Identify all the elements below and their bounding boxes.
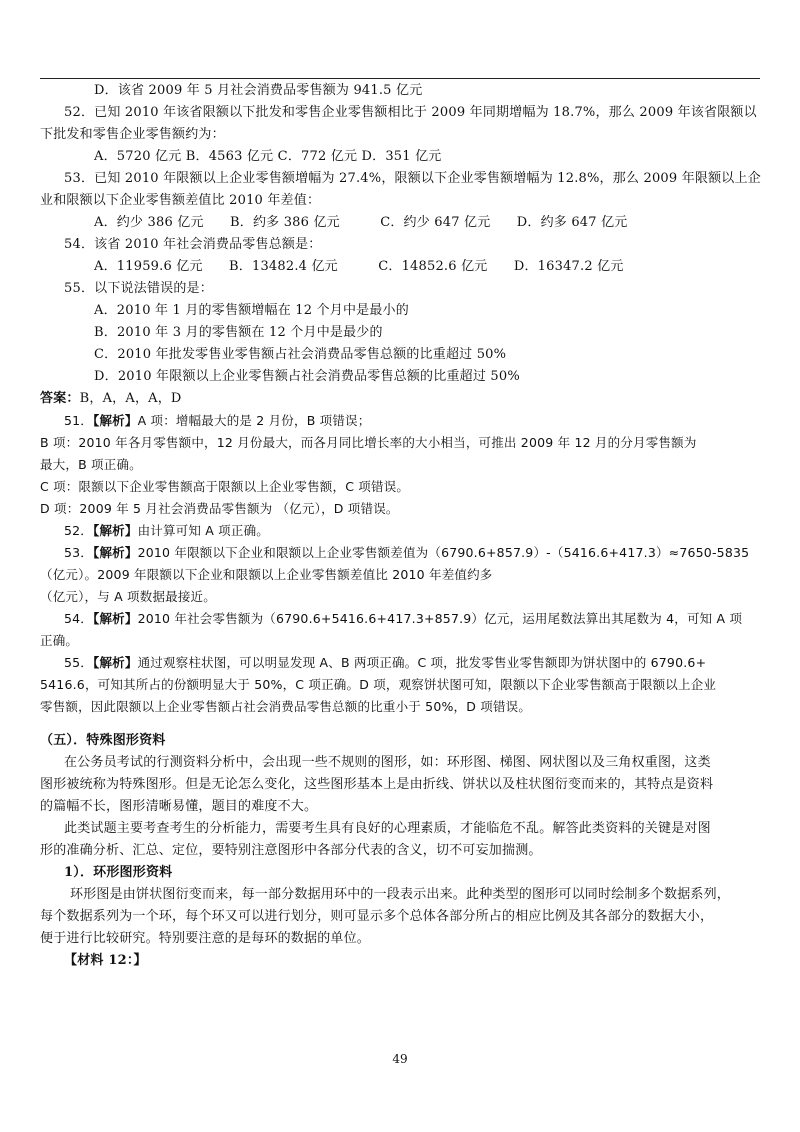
explanation-54-l1 [64, 610, 760, 628]
section-heading: （五）．特殊图形资料 [40, 733, 166, 748]
explanation-number: 55． [64, 655, 94, 670]
answer-label: 答案： [40, 391, 80, 406]
explanation-51-c: C 项：限额以下企业零售额高于限额以上企业零售额，C 项错误。 [40, 479, 410, 494]
section-p3-line3: 便于进行比较研究。特别要注意的是每环的数据的单位。 [40, 931, 371, 946]
header-rule [40, 78, 760, 79]
q55-option-b: B．2010 年 3 月的零售额在 12 个月中是最少的 [94, 325, 383, 340]
q52-option-d: D．351 亿元 [361, 149, 442, 164]
q53-stem-line2: 业和限额以下企业零售额差值比 2010 年差值： [40, 193, 321, 208]
q55-option-a: A．2010 年 1 月的零售额增幅在 12 个月中是最小的 [94, 303, 409, 318]
q54-option-d: D．16347.2 亿元 [513, 259, 624, 274]
explanation-51-b2: 最大，B 项正确。 [40, 457, 142, 472]
q54-stem: 54．该省 2010 年社会消费品零售总额是： [64, 237, 322, 252]
q55-option-d: D．2010 年限额以上企业零售额占社会消费品零售总额的比重超过 50% [94, 369, 520, 384]
section-p1-line3: 的篇幅不长，图形清晰易懂，题目的难度不大。 [40, 799, 318, 814]
explanation-text: 通过观察柱状图，可以明显发现 A、B 两项正确。C 项，批发零售业零售额即为饼状图中的 6790.6+ [137, 655, 707, 670]
q55-stem: 55．以下说法错误的是： [64, 281, 213, 296]
q54-option-a: A．11959.6 亿元 [94, 259, 203, 274]
material-label: 【材料 12：】 [64, 953, 147, 968]
answer-line [40, 390, 760, 408]
explanation-text: A 项：增幅最大的是 2 月份，B 项错误； [137, 413, 371, 428]
explanation-53-l1 [64, 544, 760, 562]
q51-option-d: D．该省 2009 年 5 月社会消费品零售额为 941.5 亿元 [94, 83, 423, 98]
explanation-tag: 【解析】 [93, 655, 138, 670]
explanation-tag: 【解析】 [93, 545, 138, 560]
subsection-heading: 1）．环形图形资料 [64, 865, 173, 880]
section-p1-line2: 图形被统称为特殊图形。但是无论怎么变化，这些图形基本上是由折线、饼状以及柱状图衍变而来的，其特点是资料 [40, 777, 714, 792]
q53-option-a: A．约少 386 亿元 [94, 215, 204, 230]
explanation-text: 2010 年限额以下企业和限额以上企业零售额差值为（6790.6+857.9）-（5416.6+417.3）≈7650-5835 [137, 545, 750, 560]
q53-stem-line1: 53．已知 2010 年限额以上企业零售额增幅为 27.4%，限额以下企业零售额增幅为 12.8%，那么 2009 年限额以上企 [64, 171, 761, 186]
q52-option-b: B．4563 亿元 [185, 149, 274, 164]
explanation-tag: 【解析】 [93, 611, 138, 626]
explanation-51-b1: B 项：2010 年各月零售额中，12 月份最大，而各月同比增长率的大小相当，可推出 2009 年 12 月的分月零售额为 [40, 435, 697, 450]
q53-option-d: D．约多 647 亿元 [516, 215, 628, 230]
q52-options [94, 148, 760, 166]
q55-option-c: C．2010 年批发零售业零售额占社会消费品零售总额的比重超过 50% [94, 347, 507, 362]
explanation-text: 由计算可知 A 项正确。 [137, 523, 269, 538]
q53-options [94, 214, 760, 232]
q53-option-c: C．约少 647 亿元 [380, 215, 491, 230]
explanation-55-l3: 零售额，因此限额以上企业零售额占社会消费品零售总额的比重小于 50%，D 项错误。 [40, 699, 532, 714]
answer-value: B，A，A，A，D [79, 391, 182, 406]
q52-stem-line2: 下批发和零售企业零售额约为： [40, 127, 225, 142]
explanation-number: 53． [64, 545, 94, 560]
q54-option-c: C．14852.6 亿元 [378, 259, 488, 274]
explanation-text: 2010 年社会零售额为（6790.6+5416.6+417.3+857.9）亿元，运用尾数法算出其尾数为 4，可知 A 项 [137, 611, 743, 626]
explanation-tag: 【解析】 [93, 413, 138, 428]
page-number: 49 [392, 1052, 408, 1066]
explanation-number: 51． [64, 413, 94, 428]
explanation-55-l2: 5416.6，可知其所占的份额明显大于 50%，C 项正确。D 项，观察饼状图可知，限额以下企业零售额高于限额以上企业 [40, 677, 717, 692]
explanation-tag: 【解析】 [93, 523, 138, 538]
q54-options [94, 258, 760, 276]
section-p2-line2: 形的准确分析、汇总、定位，要特别注意图形中各部分代表的含义，切不可妄加揣测。 [40, 843, 542, 858]
section-p1-line1: 在公务员考试的行测资料分析中，会出现一些不规则的图形，如：环形图、梯图、网状图以及三角权重图，这类 [64, 755, 711, 770]
explanation-51-d: D 项：2009 年 5 月社会消费品零售额为 （亿元），D 项错误。 [40, 501, 399, 516]
explanation-number: 54． [64, 611, 94, 626]
q52-option-a: A．5720 亿元 [94, 149, 182, 164]
explanation-53-l3: （亿元），与 A 项数据最接近。 [40, 589, 216, 604]
explanation-54-l2: 正确。 [40, 633, 79, 648]
section-p2-line1: 此类试题主要考查考生的分析能力，需要考生具有良好的心理素质，才能临危不乱。解答此类资料的关键是对图 [64, 821, 711, 836]
explanation-53-l2: （亿元）。2009 年限额以下企业和限额以上企业零售额差值比 2010 年差值约多 [40, 567, 493, 582]
q53-option-b: B．约多 386 亿元 [230, 215, 340, 230]
explanation-number: 52． [64, 523, 94, 538]
section-p3-line1: 环形图是由饼状图衍变而来，每一部分数据用环中的一段表示出来。此种类型的图形可以同时绘制多个数据系列， [70, 887, 731, 902]
explanation-52 [64, 522, 760, 540]
q52-option-c: C．772 亿元 [277, 149, 358, 164]
explanation-55-l1 [64, 654, 760, 672]
section-p3-line2: 每个数据系列为一个环，每个环又可以进行划分，则可显示多个总体各部分所占的相应比例及其各部分的数据大小， [40, 909, 714, 924]
explanation-51-a [64, 412, 760, 430]
q52-stem-line1: 52．已知 2010 年该省限额以下批发和零售企业零售额相比于 2009 年同期增幅为 18.7%，那么 2009 年该省限额以 [64, 105, 757, 120]
q54-option-b: B．13482.4 亿元 [229, 259, 338, 274]
